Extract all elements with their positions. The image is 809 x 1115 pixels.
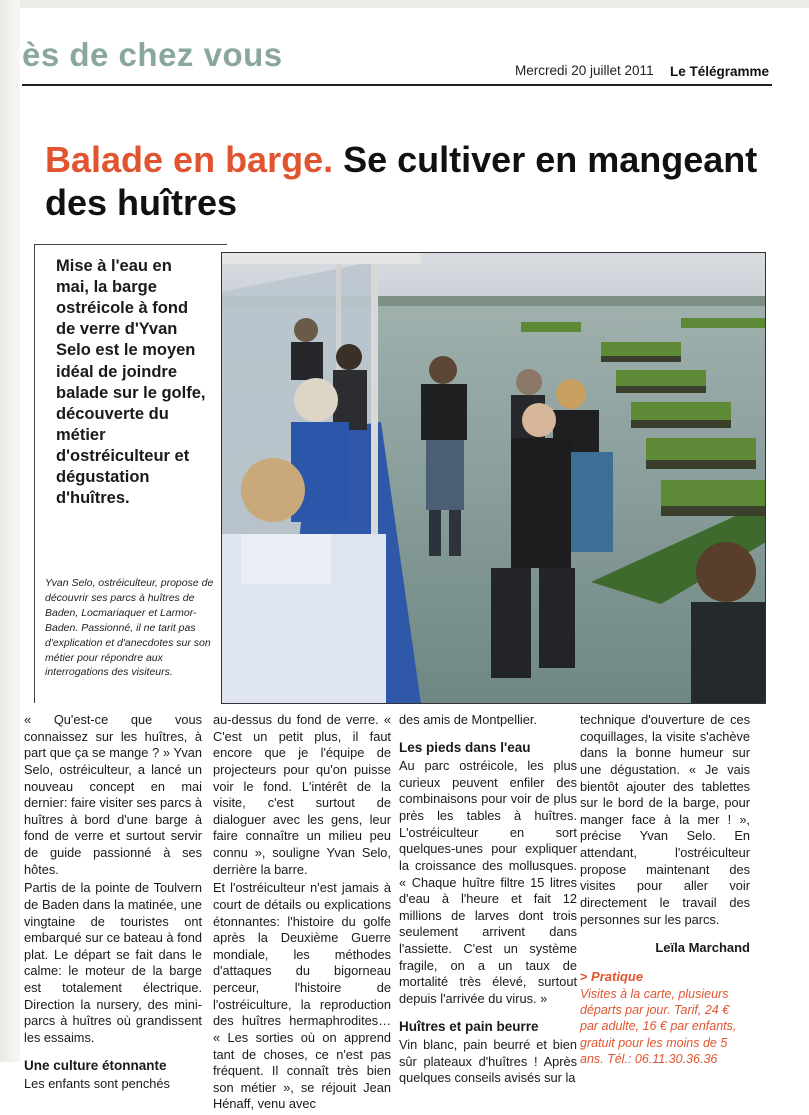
subhead: Huîtres et pain beurre	[399, 1018, 539, 1034]
body-column-4	[580, 712, 750, 1067]
body-paragraph: au-dessus du fond de verre. « C'est un petit plus, il faut encore que je l'équipe de projecteurs pour qu'on puisse voir le fond. L'intérêt de la visite, c'est surtout de dialoguer avec les gens, leur faire connaître un milieu peu connu », souligne Yvan Selo, derrière la barre.	[213, 712, 391, 877]
headline	[45, 138, 775, 224]
body-paragraph: technique d'ouverture de ces coquillages, la visite s'achève dans la bonne humeur sur une dégustation. « Je vais bientôt ajouter des tablettes sur le bord de la barge, pour manger face à la mer ! », précise Yvan Selo. En attendant, l'ostréiculteur propose maintenant des visites pour aller voir directement le travail des personnes sur les parcs.	[580, 712, 750, 927]
pratique-box	[580, 969, 750, 1067]
section-rubric: ès de chez vous	[22, 36, 283, 73]
lede-paragraph: Mise à l'eau en mai, la barge ostréicole à fond de verre d'Yvan Selo est le moyen idéal de joindre balade sur le golfe, découverte du métier d'ostréiculteur et dégustation d'huîtres.	[56, 257, 206, 508]
article-photo	[221, 252, 766, 704]
scan-top-edge	[0, 0, 809, 8]
body-paragraph: des amis de Montpellier.	[399, 712, 537, 727]
body-paragraph: « Qu'est-ce que vous connaissez sur les huîtres, à part que ça se mange ? » Yvan Selo, ostréiculteur, a lancé un nouveau concept en mai dernier: faire visiter ses parcs à huîtres à bord d'une barge à fond de verre et surtout servir de guide passionné à ses hôtes.	[24, 712, 202, 877]
scan-left-edge	[0, 0, 20, 1062]
pratique-arrow: >	[580, 969, 588, 985]
body-paragraph: Vin blanc, pain beurré et bien sûr plateaux d'huîtres ! Après quelques conseils avisés sur la	[399, 1037, 577, 1086]
subhead: Les pieds dans l'eau	[399, 739, 531, 755]
headline-kicker: Balade en barge.	[45, 139, 334, 180]
body-paragraph: Au parc ostréicole, les plus curieux peuvent enfiler des combinaisons pour voir de plus près les tables à huîtres. L'ostréiculteur en sort quelques-unes pour expliquer la croissance des mollusques. « Chaque huître filtre 15 litres d'eau à l'heure et fait 12 millions de larves dont trois seulement arrivent dans l'assiette. C'est un système fragile, on a un taux de mortalité très élevé, surtout depuis l'arrivée du virus. »	[399, 758, 577, 1006]
body-paragraph: Les enfants sont penchés	[24, 1076, 170, 1092]
body-paragraph: Partis de la pointe de Toulvern de Baden dans la matinée, une vingtaine de touristes ont embarqué sur ce bateau à fond plat. Le départ se fait dans le calme: le moteur de la barge est totalement électrique. Direction la nursery, des mini-parcs à huîtres où grandissent les essaims.	[24, 880, 202, 1045]
photo-caption: Yvan Selo, ostréiculteur, propose de découvrir ses parcs à huîtres de Baden, Locmariaquer et Larmor-Baden. Passionné, il ne tarit pas d'explication et d'anecdotes sur son métier pour répondre aux interrogations des visiteurs.	[45, 577, 214, 679]
oyster-farm-photo-illustration	[221, 252, 766, 704]
subhead: Une culture étonnante	[24, 1057, 167, 1073]
pratique-text: Visites à la carte, plusieurs départs par jour. Tarif, 24 € par adulte, 16 € par enfants, gratuit pour les moins de 5 ans. Tél.: 06.11.30.36.36	[580, 986, 737, 1066]
body-paragraph: Et l'ostréiculteur n'est jamais à court de détails ou explications étonnantes: l'histoire du golfe après la Deuxième Guerre mondiale, les méthodes d'attaques du bigorneau perceur, l'histoire de l'ostréiculture, la reproduction des huîtres hermaphrodites… « Les sorties où on apprend tant de choses, ce n'est pas fréquent. Il connaît très bien son métier », se réjouit Jean Hénaff, venu avec	[213, 880, 391, 1112]
author-signature: Leïla Marchand	[655, 940, 750, 956]
body-column-2	[213, 712, 391, 1115]
headline-title: Se cultiver en mangeant des huîtres	[45, 139, 758, 224]
header-rule	[22, 84, 772, 86]
issue-date: Mercredi 20 juillet 2011	[515, 63, 654, 78]
pratique-title: Pratique	[591, 969, 644, 985]
body-column-3	[399, 712, 577, 1089]
publication-name: Le Télégramme	[670, 64, 770, 79]
body-column-1	[24, 712, 202, 1095]
